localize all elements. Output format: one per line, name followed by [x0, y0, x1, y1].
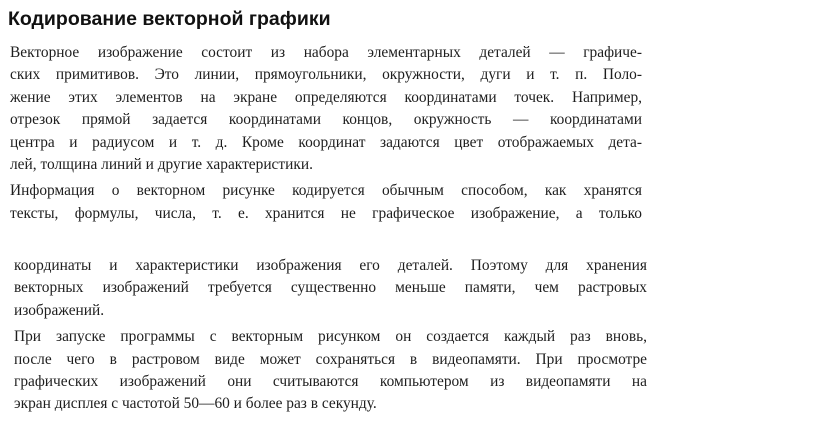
text-line: лей, толщина линий и другие характеристики. [10, 155, 313, 173]
text-block-bottom [14, 255, 647, 416]
text-line: При запуске программы с векторным рисунком он создается каждый раз вновь, [14, 328, 647, 346]
text-line: Информация о векторном рисунке кодируется обычным способом, как хранятся [10, 182, 642, 200]
text-line: центра и радиусом и т. д. Кроме координат задаются цвет отображаемых дета- [10, 133, 642, 151]
text-line: жение этих элементов на экране определяются координатами точек. Например, [10, 88, 642, 106]
page-title: Кодирование векторной графики [8, 8, 331, 30]
text-line: векторных изображений требуется существенно меньше памяти, чем растровых [14, 279, 647, 297]
paragraph-vector-image [10, 42, 642, 176]
text-line: тексты, формулы, числа, т. е. хранится не графическое изображение, а только [10, 204, 642, 222]
paragraph-memory [14, 255, 647, 322]
text-line: координаты и характеристики изображения его деталей. Поэтому для хранения [14, 257, 647, 274]
text-line: изображений. [14, 301, 105, 319]
text-line: после чего в растровом виде может сохраняться в видеопамяти. При просмотре [14, 350, 647, 368]
text-block-top [10, 42, 642, 225]
paragraph-program-launch [14, 326, 647, 416]
paragraph-vector-encoding [10, 180, 642, 225]
text-line: Векторное изображение состоит из набора элементарных деталей — графиче- [10, 44, 642, 61]
text-line: экран дисплея с частотой 50—60 и более раз в секунду. [14, 395, 377, 413]
text-line: графических изображений они считываются компьютером из видеопамяти на [14, 372, 647, 390]
text-line: ских примитивов. Это линии, прямоугольники, окружности, дуги и т. п. Поло- [10, 66, 642, 84]
text-line: отрезок прямой задается координатами концов, окружность — координатами [10, 111, 642, 129]
